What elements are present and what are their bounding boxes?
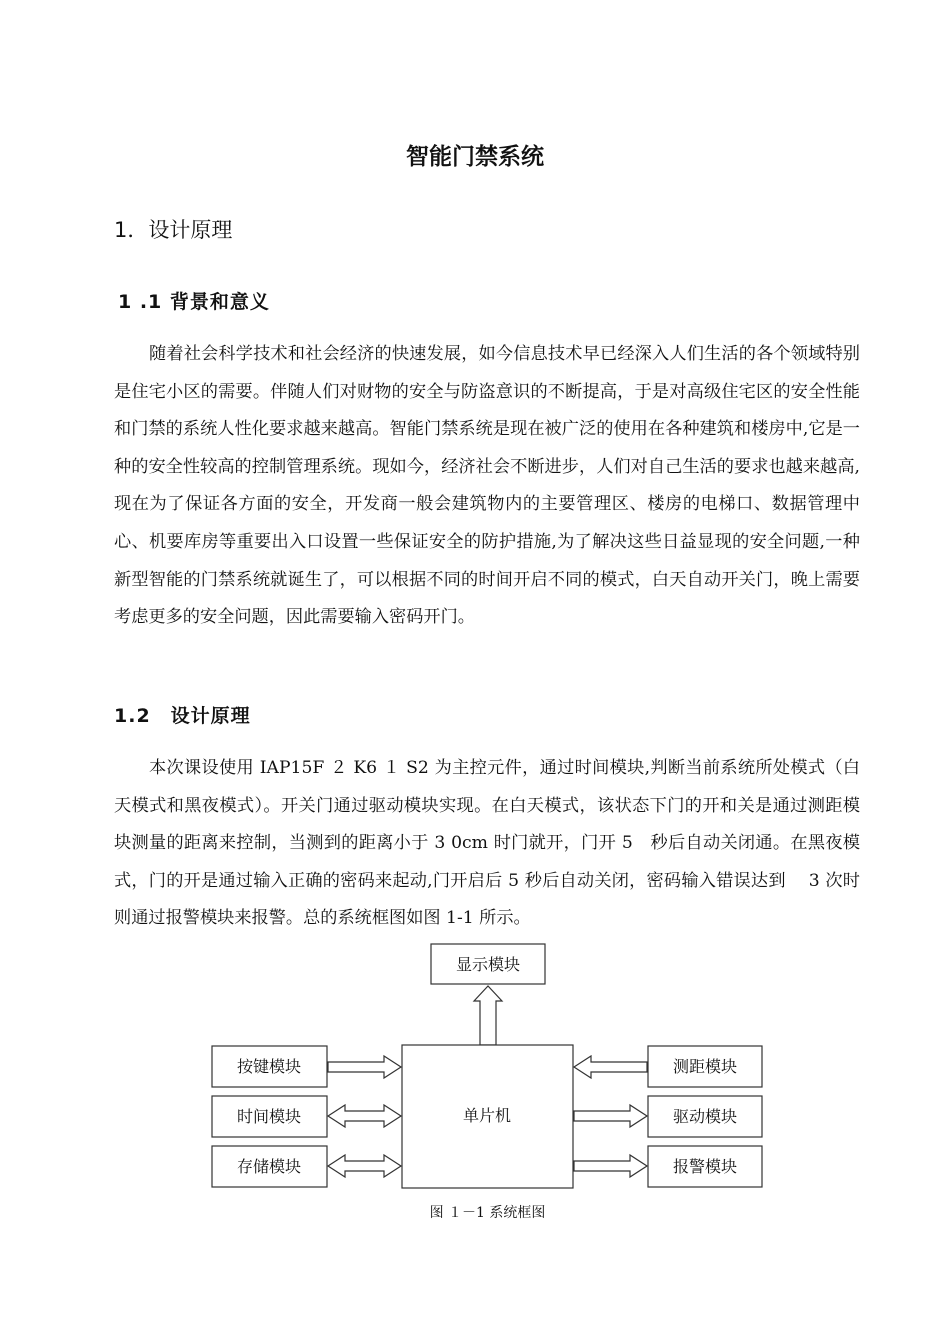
arrow-storage-mcu-bidirectional	[328, 1155, 401, 1177]
arrow-keypad-to-mcu	[328, 1056, 401, 1078]
keypad-module-box	[212, 1046, 327, 1087]
driver-module-box	[648, 1096, 762, 1137]
display-module-box	[431, 944, 545, 984]
mcu-box	[402, 1045, 573, 1188]
subsection-heading-design-principle: 1.2 设计原理	[114, 705, 251, 727]
storage-module-label: 存储模块	[236, 1157, 302, 1176]
time-module-label: 时间模块	[236, 1107, 302, 1126]
alarm-module-label: 报警模块	[672, 1157, 738, 1176]
system-block-diagram	[0, 935, 950, 1195]
design-paragraph: 本次课设使用 IAP15F ２ K6 １ S2 为主控元件，通过时间模块,判断当前系统所处模式（白天模式和黑夜模式）。开关门通过驱动模块实现。在白天模式，该状态下门的开和关是通过测距模块测量的距离来控制，当测到的距离小于 3 0cm 时门就开，门开 5 秒后自动关闭通。在黑夜模式，门的开是通过输入正确的密码来起动,门开启后 5 秒后自动关闭，密码输入错误达到 3 次时则通过报警模块来报警。总的系统框图如图 1-1 所示。	[114, 758, 860, 929]
ranging-module-label: 测距模块	[672, 1057, 738, 1076]
display-module-label: 显示模块	[455, 955, 521, 974]
driver-module-label: 驱动模块	[672, 1107, 738, 1126]
arrow-time-mcu-bidirectional	[328, 1105, 401, 1127]
time-module-box	[212, 1096, 327, 1137]
mcu-label: 单片机	[462, 1106, 512, 1125]
subsection-heading-background: 1 .1 背景和意义	[118, 291, 270, 313]
arrow-mcu-to-display	[474, 986, 502, 1045]
figure-caption: 图 １－1 系统框图	[429, 1205, 546, 1221]
section-heading-design-principle: 1．设计原理	[114, 218, 233, 242]
keypad-module-label: 按键模块	[236, 1057, 302, 1076]
alarm-module-box	[648, 1146, 762, 1187]
ranging-module-box	[648, 1046, 762, 1087]
document-title: 智能门禁系统	[406, 144, 544, 170]
storage-module-box	[212, 1146, 327, 1187]
arrow-ranging-to-mcu	[574, 1056, 647, 1078]
arrow-mcu-to-driver	[574, 1105, 647, 1127]
arrow-mcu-to-alarm	[574, 1155, 647, 1177]
background-paragraph: 随着社会科学技术和社会经济的快速发展，如今信息技术早已经深入人们生活的各个领域特别是住宅小区的需要。伴随人们对财物的安全与防盗意识的不断提高，于是对高级住宅区的安全性能和门禁的系统人性化要求越来越高。智能门禁系统是现在被广泛的使用在各种建筑和楼房中,它是一种的安全性较高的控制管理系统。现如今，经济社会不断进步，人们对自己生活的要求也越来越高,现在为了保证各方面的安全，开发商一般会建筑物内的主要管理区、楼房的电梯口、数据管理中心、机要库房等重要出入口设置一些保证安全的防护措施,为了解决这些日益显现的安全问题,一种新型智能的门禁系统就诞生了，可以根据不同的时间开启不同的模式，白天自动开关门，晚上需要考虑更多的安全问题，因此需要输入密码开门。	[114, 344, 860, 628]
